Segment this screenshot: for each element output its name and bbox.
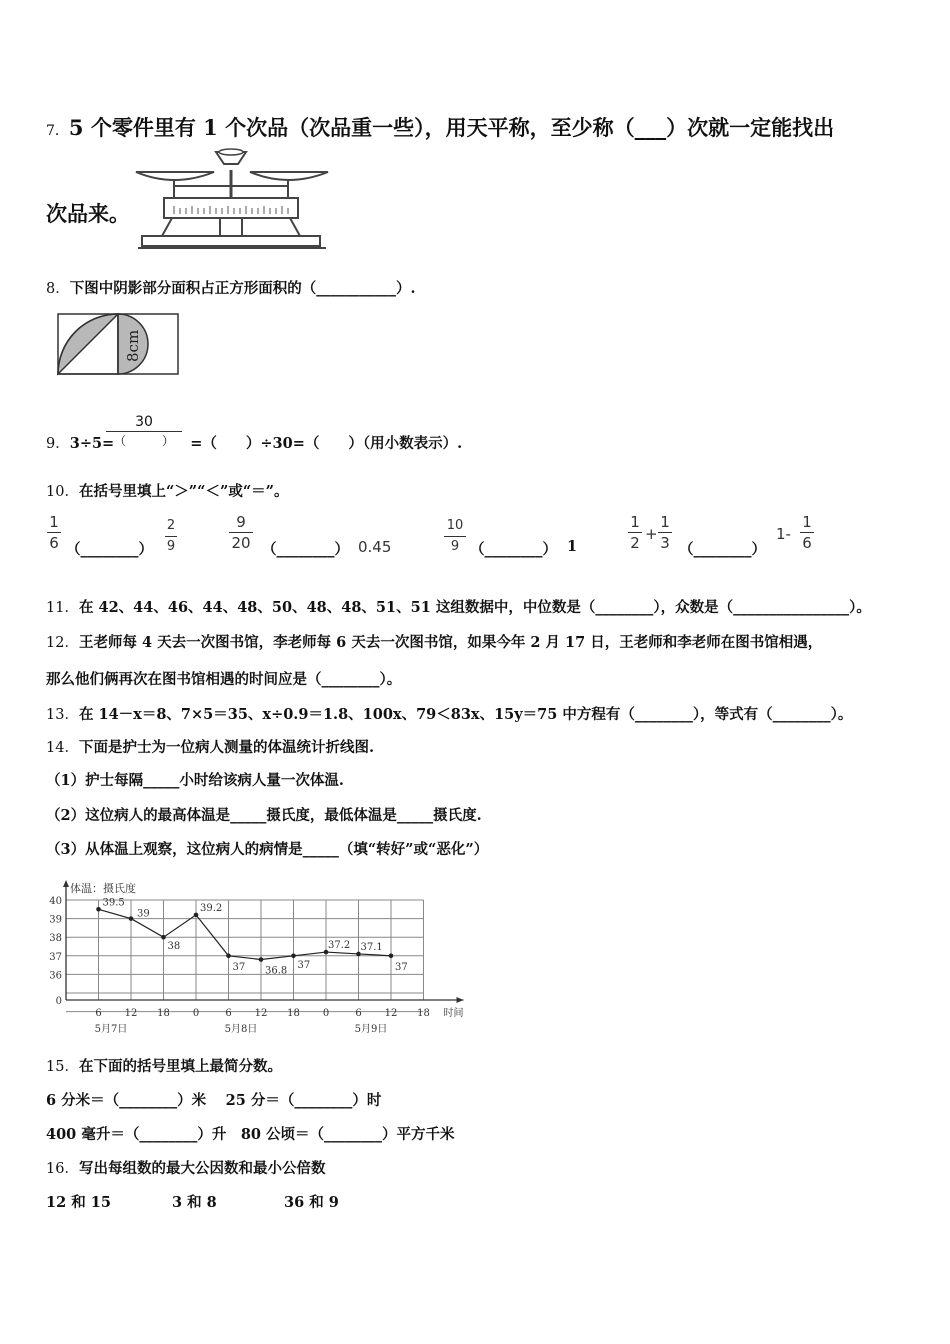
q14-line	[46, 736, 374, 757]
data-label: 39.5	[102, 897, 125, 909]
q9-fraction	[106, 413, 182, 450]
data-label: 37	[232, 961, 246, 973]
q9-frac-den: （ ）	[113, 434, 174, 448]
q15-row2: 400 毫升＝（________）升 80 公顷＝（________）平方千米	[46, 1126, 455, 1143]
q12-number: 12．	[46, 635, 79, 651]
q16-text: 写出每组数的最大公因数和最小公倍数	[78, 1160, 326, 1177]
q11-line	[46, 596, 871, 617]
q8-number: 8．	[46, 281, 70, 297]
y-tick-label: 37	[49, 951, 62, 963]
q11-text: 在 42、44、46、44、48、50、48、48、51、51 这组数据中，中位数是（________），众数是（________________）。	[78, 599, 871, 616]
data-label: 39	[137, 908, 150, 920]
q8-figure	[56, 312, 182, 378]
x-tick-label: 12	[254, 1008, 268, 1019]
x-tick-label: 18	[157, 1008, 170, 1019]
balance-scale-image	[134, 148, 334, 254]
data-point	[129, 916, 134, 921]
data-label: 36.8	[265, 965, 288, 977]
q16-group1: 12 和 15	[46, 1194, 111, 1211]
q10-item4-a1: $\frac{1}{2}$	[628, 513, 642, 553]
x-tick-label: 12	[124, 1008, 138, 1019]
q10-item1-blank[interactable]: （________）	[66, 541, 153, 558]
data-point	[161, 935, 166, 940]
q10-item1-a: $\frac{1}{6}$	[47, 513, 61, 553]
q10-item3-a: $\frac{10}{9}$	[444, 517, 466, 557]
q10-item2-blank[interactable]: （________）	[262, 541, 349, 558]
q15-line	[46, 1055, 282, 1076]
data-point	[226, 954, 231, 959]
date-label: 5月9日	[354, 1024, 388, 1035]
q10-item4-blank[interactable]: （________）	[679, 541, 766, 558]
q10-item4-a2: $\frac{1}{3}$	[658, 513, 672, 553]
data-point	[389, 954, 394, 959]
y-tick-label: 36	[49, 970, 62, 982]
temperature-line-chart	[44, 878, 464, 1036]
q12-line1	[46, 631, 822, 652]
q15-row1: 6 分米＝（________）米 25 分＝（________）时	[46, 1092, 382, 1109]
q9-number: 9．	[46, 436, 70, 452]
x-tick-label: 12	[384, 1008, 398, 1019]
q13-number: 13．	[46, 707, 79, 723]
q9-pre: 3÷5=	[69, 435, 115, 452]
q10-item3-b: 1	[567, 538, 578, 555]
q15-number: 15．	[46, 1059, 79, 1075]
q15-text: 在下面的括号里填上最简分数。	[78, 1058, 282, 1075]
y-tick-label: 38	[49, 933, 62, 945]
q9-frac-num: 30	[106, 413, 182, 432]
q10-item4-plus: +	[645, 525, 658, 543]
chart-title: 体温：摄氏度	[70, 882, 136, 895]
q14-number: 14．	[46, 740, 79, 756]
q13-line	[46, 703, 852, 724]
y-tick-label: 0	[55, 996, 62, 1007]
q8-text: 下图中阴影部分面积占正方形面积的（___________）.	[69, 280, 416, 297]
q9-post: =（ ）÷30=（ ）（用小数表示）.	[190, 435, 463, 452]
x-tick-label: 18	[287, 1008, 300, 1019]
q10-item2-b: 0.45	[358, 538, 392, 556]
q8-side-label: 8cm	[124, 329, 142, 362]
q16-line	[46, 1157, 325, 1178]
data-label: 37	[395, 961, 408, 973]
q13-text: 在 14－x＝8、7×5＝35、x÷0.9＝1.8、100x、79＜83x、15y＝75 中方程有（________），等式有（________）。	[78, 706, 853, 723]
x-tick-label: 6	[95, 1008, 102, 1019]
y-tick-label: 40	[49, 896, 62, 907]
q7-line2: 次品来。	[46, 201, 130, 226]
data-point	[259, 957, 264, 962]
q14-sub1: （1）护士每隔_____小时给该病人量一次体温.	[46, 772, 344, 789]
q16-group3: 36 和 9	[284, 1194, 339, 1211]
q10-number: 10．	[46, 484, 79, 500]
q16-number: 16．	[46, 1161, 79, 1177]
q10-text: 在括号里填上“＞”“＜”或“＝”。	[78, 483, 289, 500]
y-tick-label: 39	[49, 914, 62, 926]
q16-group2: 3 和 8	[172, 1194, 217, 1211]
y-axis-arrow	[63, 880, 69, 887]
q10-item1-b: $\frac{2}{9}$	[166, 518, 176, 554]
data-label: 37.2	[328, 940, 351, 952]
data-point	[194, 913, 199, 918]
q10-item2-a: $\frac{9}{20}$	[229, 513, 253, 553]
q7-number: 7．	[46, 123, 69, 139]
q14-sub2: （2）这位病人的最高体温是_____摄氏度，最低体温是_____摄氏度.	[46, 807, 482, 824]
q10-line	[46, 480, 289, 501]
q10-item4-b-pre: 1-	[776, 525, 791, 543]
q14-text: 下面是护士为一位病人测量的体温统计折线图.	[78, 739, 374, 756]
data-label: 37.1	[360, 941, 383, 953]
x-axis-arrow	[457, 997, 464, 1003]
q12-text1: 王老师每 4 天去一次图书馆，李老师每 6 天去一次图书馆，如果今年 2 月 17 日，王老师和李老师在图书馆相遇，	[78, 634, 823, 651]
data-label: 37	[297, 959, 311, 971]
q7-text: 5 个零件里有 1 个次品（次品重一些），用天平称，至少称（___）次就一定能找出	[68, 115, 835, 140]
q14-sub3: （3）从体温上观察，这位病人的病情是_____（填“转好”或“恶化”）	[46, 841, 489, 858]
data-label: 38	[167, 941, 181, 953]
q10-item3-blank[interactable]: （________）	[470, 541, 557, 558]
x-tick-label: 6	[225, 1008, 232, 1019]
q11-number: 11．	[46, 600, 79, 616]
q12-line2: 那么他们俩再次在图书馆相遇的时间应是（________）。	[46, 671, 402, 688]
date-label: 5月8日	[224, 1024, 258, 1035]
x-tick-label: 0	[192, 1008, 200, 1019]
x-axis-label: 时间	[443, 1008, 464, 1019]
date-label: 5月7日	[94, 1024, 128, 1035]
x-tick-label: 18	[417, 1008, 430, 1019]
data-label: 39.2	[200, 902, 223, 914]
q8-line	[46, 277, 416, 298]
x-tick-label: 6	[355, 1008, 362, 1019]
q7-line1	[46, 112, 834, 142]
x-tick-label: 0	[322, 1008, 330, 1019]
q10-item4-b: $\frac{1}{6}$	[800, 513, 814, 553]
data-point	[96, 907, 101, 912]
data-point	[291, 954, 296, 959]
